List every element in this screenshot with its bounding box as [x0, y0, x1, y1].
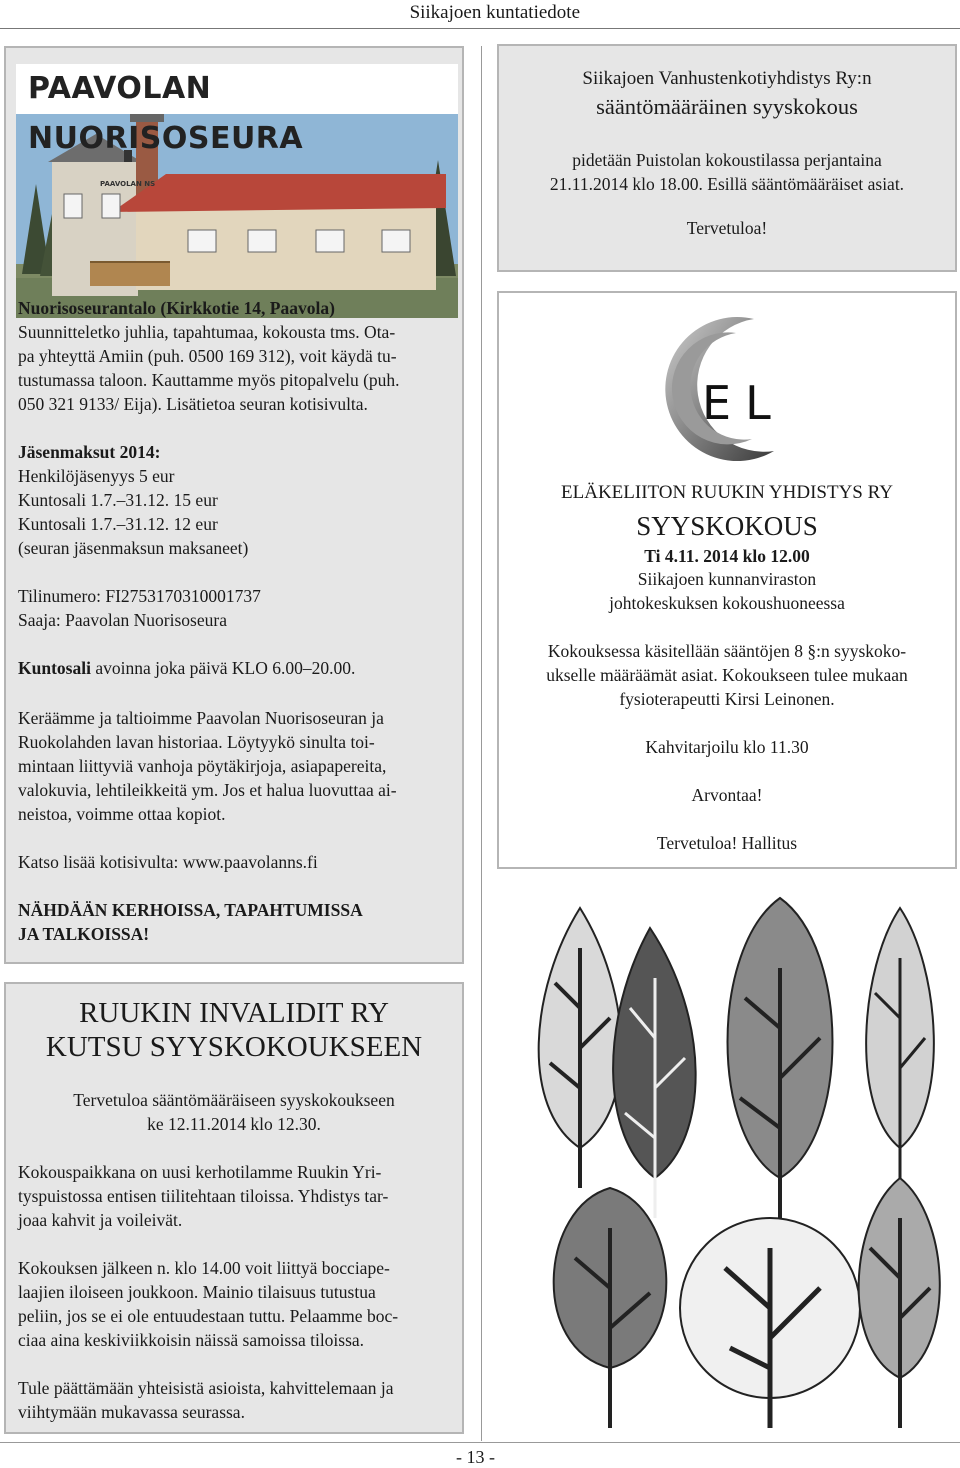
boccia-line: peliin, jos se ei ole entuudestaan tuttu. Pelaamme boc- [18, 1306, 399, 1326]
el-agenda-line: fysioterapeutti Kirsi Leinonen. [619, 689, 835, 709]
account-recipient: Saaja: Paavolan Nuorisoseura [18, 610, 227, 630]
el-welcome: Tervetuloa! Hallitus [656, 833, 798, 853]
intro-line: tustumassa taloon. Kauttamme myös pitopalvelu (puh. [18, 370, 400, 390]
vanhus-box [497, 44, 957, 272]
invalidit-title-line: RUUKIN INVALIDIT RY [79, 997, 389, 1029]
el-logo-text: EL [702, 376, 785, 430]
el-place-line: Siikajoen kunnanviraston [637, 569, 817, 589]
invalidit-box [4, 982, 464, 1434]
invalidit-title-line: KUTSU SYYSKOKOUKSEEN [45, 1031, 423, 1063]
fees-title: Jäsenmaksut 2014: [18, 442, 161, 462]
vanhus-org: Siikajoen Vanhustenkotiyhdistys Ry:n [582, 68, 872, 89]
el-title: SYYSKOKOUS [636, 511, 818, 541]
account-section [18, 584, 458, 632]
vanhus-body [499, 148, 955, 196]
fees-section [18, 440, 458, 560]
building-sign: PAAVOLAN NS [100, 180, 156, 188]
el-agenda-line: Kokouksessa käsitellään sääntöjen 8 §:n syyskoko- [547, 641, 907, 661]
closing-line: viihtymään mukavassa seurassa. [18, 1402, 245, 1422]
page-number: - 13 - [456, 1447, 495, 1467]
intro-line: 050 321 9133/ Eija). Lisätietoa seuran kotisivulta. [18, 394, 368, 414]
building-photo [16, 64, 458, 318]
closing-line: NÄHDÄÄN KERHOISSA, TAPAHTUMISSA [18, 900, 363, 920]
gym-text: avoinna joka päivä KLO 6.00–20.00. [90, 658, 356, 678]
tree-illustration [520, 888, 956, 1436]
history-line: Keräämme ja taltioimme Paavolan Nuorisoseuran ja [18, 708, 384, 728]
account-number: Tilinumero: FI2753170310001737 [18, 586, 261, 606]
gym-label: Kuntosali [18, 658, 91, 678]
el-coffee: Kahvitarjoilu klo 11.30 [645, 737, 809, 757]
invite-line: ke 12.11.2014 klo 12.30. [147, 1114, 321, 1134]
nuorisoseura-box [4, 46, 464, 964]
intro-line: Nuorisoseurantalo (Kirkkotie 14, Paavola) [18, 298, 335, 318]
page-header [0, 0, 960, 29]
el-raffle: Arvontaa! [691, 785, 763, 805]
vanhus-body-line: pidetään Puistolan kokoustilassa perjantaina [572, 150, 882, 170]
el-logo [624, 311, 814, 461]
venue-line: joaa kahvit ja voileivät. [18, 1210, 183, 1230]
history-line: mintaan liittyviä vanhoja pöytäkirjoja, asiapapereita, [18, 756, 387, 776]
footer-rule [0, 1442, 960, 1443]
boccia-line: laajien iloiseen joukkoon. Mainio tilaisuus tutustua [18, 1282, 376, 1302]
boccia-line: ciaa aina keskiviikkoisin näissä samoissa tiloissa. [18, 1330, 365, 1350]
venue-line: tyspuistossa entisen tiilitehtaan tiloissa. Yhdistys tar- [18, 1186, 389, 1206]
website-line: Katso lisää kotisivulta: www.paavolanns.fi [18, 852, 318, 872]
history-text [18, 706, 458, 826]
el-org: ELÄKELIITON RUUKIN YHDISTYS RY [561, 482, 893, 503]
history-line: Ruokolahden lavan historiaa. Löytyykö sinulta toi- [18, 732, 375, 752]
vanhus-welcome: Tervetuloa! [686, 218, 768, 238]
fee-line: (seuran jäsenmaksun maksaneet) [18, 538, 249, 558]
el-date: Ti 4.11. 2014 klo 12.00 [644, 546, 810, 566]
closing-line: JA TALKOISSA! [18, 924, 150, 944]
intro-line: pa yhteyttä Amiin (puh. 0500 169 312), voit käydä tu- [18, 346, 397, 366]
boccia-line: Kokouksen jälkeen n. klo 14.00 voit liittyä bocciape- [18, 1258, 390, 1278]
website-text [18, 850, 458, 874]
invalidit-closing [18, 1376, 458, 1424]
vanhus-body-line: 21.11.2014 klo 18.00. Esillä sääntömääräiset asiat. [549, 174, 905, 194]
fee-line: Kuntosali 1.7.–31.12. 12 eur [18, 514, 218, 534]
invalidit-boccia [18, 1256, 458, 1352]
header-title: Siikajoen kuntatiedote [409, 2, 580, 23]
photo-banner: PAAVOLAN NUORISOSEURA [16, 64, 458, 114]
history-line: valokuvia, lehtileikkeitä ym. Jos et halua luovuttaa ai- [18, 780, 397, 800]
venue-line: Kokouspaikkana on uusi kerhotilamme Ruukin Yri- [18, 1162, 382, 1182]
invalidit-invite [6, 1088, 462, 1136]
history-line: neistoa, voimme ottaa kopiot. [18, 804, 226, 824]
elakeliitto-box [497, 291, 957, 869]
gym-hours [18, 656, 458, 680]
fee-line: Henkilöjäsenyys 5 eur [18, 466, 175, 486]
fee-line: Kuntosali 1.7.–31.12. 15 eur [18, 490, 218, 510]
intro-text [18, 296, 458, 416]
intro-line: Suunnitteletko juhlia, tapahtumaa, kokousta tms. Ota- [18, 322, 396, 342]
closing-text [18, 898, 458, 946]
invite-line: Tervetuloa sääntömääräiseen syyskokoukseen [73, 1090, 395, 1110]
invalidit-venue [18, 1160, 458, 1232]
closing-line: Tule päättämään yhteisistä asioista, kahvittelemaan ja [18, 1378, 394, 1398]
vanhus-title: sääntömääräinen syyskokous [596, 94, 858, 119]
el-place-line: johtokeskuksen kokoushuoneessa [609, 593, 845, 613]
column-divider [481, 46, 482, 1441]
el-agenda-line: ukselle määräämät asiat. Kokoukseen tulee mukaan [546, 665, 908, 685]
